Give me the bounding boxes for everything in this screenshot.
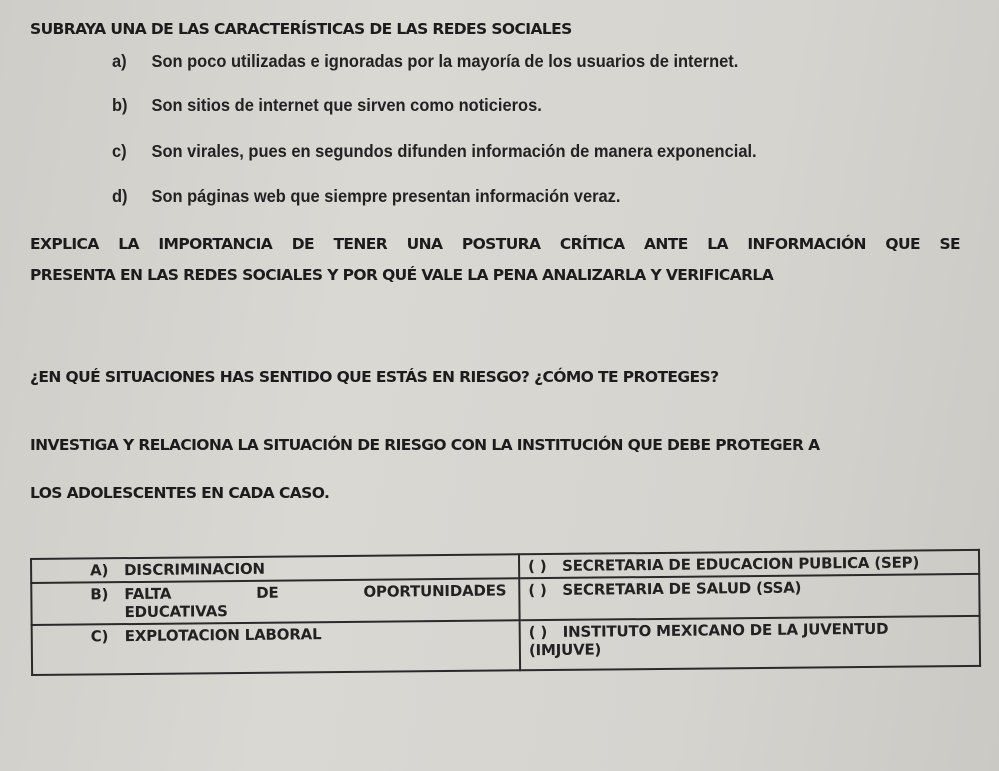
answer-blank[interactable]: ( )	[528, 581, 547, 600]
option-text: Son páginas web que siempre presentan información veraz.	[151, 186, 621, 206]
situation-text: OPORTUNIDADES	[363, 581, 507, 601]
option-letter: a)	[112, 51, 127, 71]
situation-text-continuation: EDUCATIVAS	[124, 602, 228, 622]
situation-text: FALTA	[124, 584, 172, 604]
option-a[interactable]	[112, 51, 738, 72]
answer-blank[interactable]: ( )	[528, 557, 547, 576]
option-letter: c)	[112, 141, 127, 161]
table-row	[32, 616, 980, 675]
option-c[interactable]	[112, 141, 757, 162]
institution-text: SECRETARIA DE EDUCACION PUBLICA (SEP)	[562, 553, 920, 575]
situation-text: EXPLOTACION LABORAL	[124, 625, 322, 646]
option-text: Son poco utilizadas e ignoradas por la mayoría de los usuarios de internet.	[151, 51, 739, 71]
critical-posture-prompt-line2: PRESENTA EN LAS REDES SOCIALES Y POR QUÉ VALE LA PENA ANALIZARLA Y VERIFICARLA	[30, 266, 774, 284]
investigate-prompt-line1: INVESTIGA Y RELACIONA LA SITUACIÓN DE RIESGO CON LA INSTITUCIÓN QUE DEBE PROTEGER A	[30, 436, 820, 454]
situation-cell-c	[32, 620, 520, 675]
section-title-social-networks: SUBRAYA UNA DE LAS CARACTERÍSTICAS DE LAS REDES SOCIALES	[30, 20, 572, 38]
institution-text: SECRETARIA DE SALUD (SSA)	[562, 578, 802, 599]
institution-text-continuation: (IMJUVE)	[528, 640, 602, 660]
option-text: Son virales, pues en segundos difunden información de manera exponencial.	[151, 141, 757, 161]
answer-blank[interactable]: ( )	[528, 623, 548, 642]
situation-letter: A)	[90, 561, 109, 580]
investigate-prompt-line2: LOS ADOLESCENTES EN CADA CASO.	[30, 484, 330, 502]
situation-cell-b	[31, 578, 519, 625]
situation-letter: C)	[90, 627, 109, 646]
situation-text: DE	[256, 583, 279, 602]
institution-text: INSTITUTO MEXICANO DE LA JUVENTUD	[562, 619, 889, 641]
situation-text: DISCRIMINACION	[124, 559, 265, 580]
risk-situations-question: ¿EN QUÉ SITUACIONES HAS SENTIDO QUE ESTÁS EN RIESGO? ¿CÓMO TE PROTEGES?	[30, 368, 719, 386]
institution-cell-ssa[interactable]	[519, 574, 979, 620]
option-text: Son sitios de internet que sirven como noticieros.	[151, 95, 542, 115]
matching-table	[30, 549, 981, 676]
institution-cell-imjuve[interactable]	[520, 616, 980, 670]
option-letter: b)	[112, 95, 128, 115]
situation-letter: B)	[90, 585, 109, 604]
option-letter: d)	[112, 186, 128, 206]
option-d[interactable]	[112, 186, 620, 207]
option-b[interactable]	[112, 95, 542, 116]
critical-posture-prompt-line1: EXPLICA LA IMPORTANCIA DE TENER UNA POSTURA CRÍTICA ANTE LA INFORMACIÓN QUE SE	[30, 235, 960, 253]
